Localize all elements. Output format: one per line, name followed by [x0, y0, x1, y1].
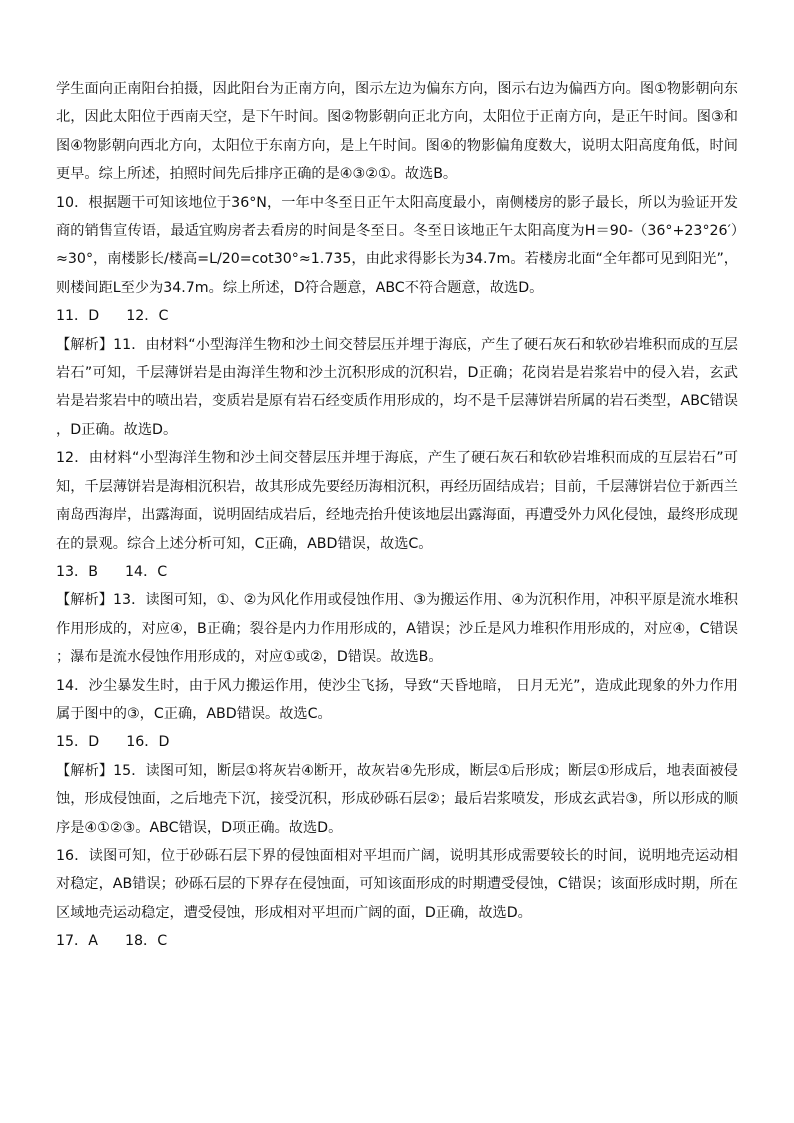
explanation-q12: 12．由材料“小型海洋生物和沙土间交替层压并埋于海底，产生了硬石灰石和软砂岩堆积而成的互层岩石”可知，千层薄饼岩是海相沉积岩，故其形成先要经历海相沉积，再经历固结成岩；目前，千层薄饼岩位于新西兰南岛西海岸，出露海面，说明固结成岩后，经地壳抬升使该地层出露海面，再遭受外力风化侵蚀，最终形成现在的景观。综合上述分析可知，C正确，ABD错误，故选C。 — [56, 450, 738, 552]
explanation-q14: 14．沙尘暴发生时，由于风力搬运作用，使沙尘飞扬，导致“天昏地暗， 日月无光”，造成此现象的外力作用属于图中的③，C正确，ABD错误。故选C。 — [56, 677, 738, 722]
answers-q15-q16: 15．D 16．D — [56, 734, 170, 751]
explanation-q16: 16．读图可知，位于砂砾石层下界的侵蚀面相对平坦而广阔，说明其形成需要较长的时间，说明地壳运动相对稳定，AB错误；砂砾石层的下界存在侵蚀面，可知该面形成的时期遭受侵蚀，C错误；该面形成时期，所在区域地壳运动稳定，遭受侵蚀，形成相对平坦而广阔的面，D正确，故选D。 — [56, 847, 738, 921]
explanation-q9-continued: 学生面向正南阳台拍摄，因此阳台为正南方向，图示左边为偏东方向，图示右边为偏西方向。图①物影朝向东北，因此太阳位于西南天空，是下午时间。图②物影朝向正北方向，太阳位于正南方向，是正午时间。图③和图④物影朝向西北方向，太阳位于东南方向，是上午时间。图④的物影偏角度数大，说明太阳高度角低，时间更早。综上所述，拍照时间先后排序正确的是④③②①。故选B。 — [56, 81, 738, 183]
answers-q13-q14: 13．B 14．C — [56, 563, 168, 580]
explanation-q15: 【解析】15．读图可知，断层①将灰岩④断开，故灰岩④先形成，断层①后形成；断层①形成后，地表面被侵蚀，形成侵蚀面，之后地壳下沉，接受沉积，形成砂砾石层②；最后岩浆喷发，形成玄武岩③，所以形成的顺序是④①②③。ABC错误，D项正确。故选D。 — [56, 762, 738, 836]
answers-q17-q18: 17．A 18．C — [56, 933, 168, 950]
answer-document — [56, 75, 738, 956]
explanation-q13: 【解析】13．读图可知，①、②为风化作用或侵蚀作用、③为搬运作用、④为沉积作用，冲积平原是流水堆积作用形成的，对应④，B正确；裂谷是内力作用形成的，A错误；沙丘是风力堆积作用形成的，对应④，C错误；瀑布是流水侵蚀作用形成的，对应①或②，D错误。故选B。 — [56, 592, 738, 666]
answers-q11-q12: 11．D 12．C — [56, 308, 169, 325]
explanation-q10: 10．根据题干可知该地位于36°N，一年中冬至日正午太阳高度最小，南侧楼房的影子最长，所以为验证开发商的销售宣传语，最适宜购房者去看房的时间是冬至日。冬至日该地正午太阳高度为H＝90-（36°+23°26′）≈30°，南楼影长/楼高=L/20=cot30°≈1.735，由此求得影长为34.7m。若楼房北面“全年都可见到阳光”，则楼间距L至少为34.7m。综上所述，D符合题意，ABC不符合题意，故选D。 — [56, 194, 738, 296]
explanation-q11: 【解析】11．由材料“小型海洋生物和沙土间交替层压并埋于海底，产生了硬石灰石和软砂岩堆积而成的互层岩石”可知，千层薄饼岩是由海洋生物和沙土沉积形成的沉积岩，D正确；花岗岩是岩浆岩中的侵入岩，玄武岩是岩浆岩中的喷出岩，变质岩是原有岩石经变质作用形成的，均不是千层薄饼岩所属的岩石类型，ABC错误，D正确。故选D。 — [56, 336, 738, 438]
